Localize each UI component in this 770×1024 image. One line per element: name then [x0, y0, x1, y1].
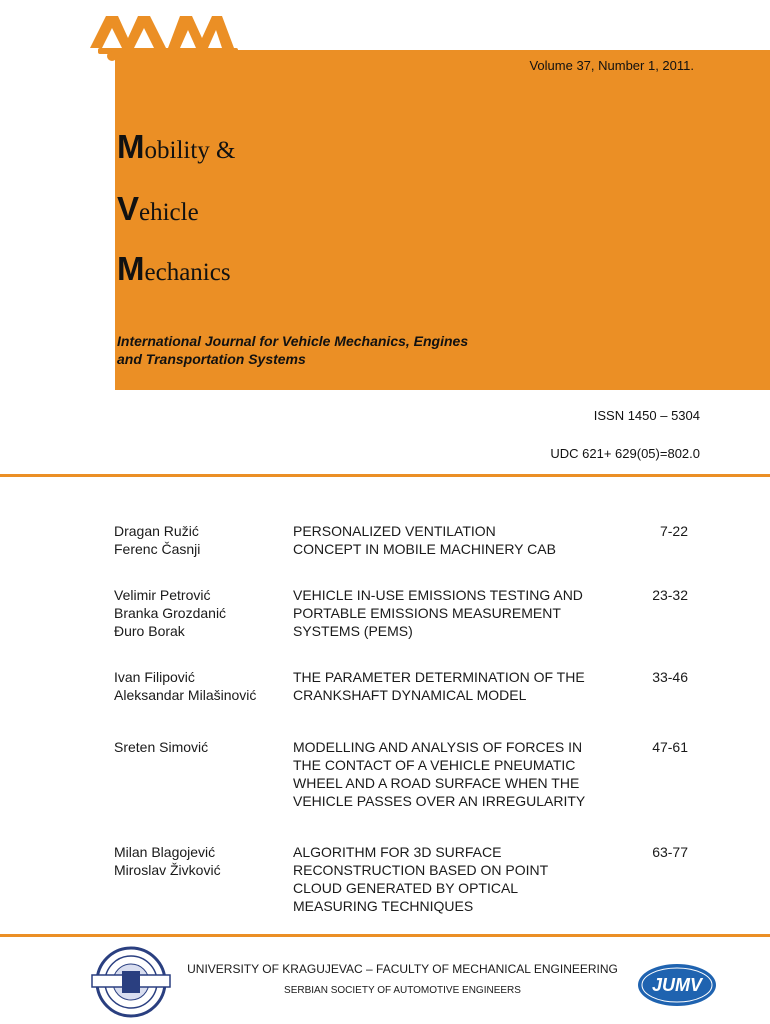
jumv-logo-text: JUMV [651, 975, 702, 995]
toc-pages: 7-22 [659, 523, 688, 539]
toc-title [293, 522, 623, 558]
title-line: SYSTEMS (PEMS) [293, 623, 413, 639]
title-rest: obility & [144, 137, 236, 164]
title-initial: M [117, 250, 145, 287]
title-line: MODELLING AND ANALYSIS OF FORCES IN [293, 739, 583, 755]
toc-pages: 23-32 [652, 587, 688, 603]
title-rest: echanics [144, 259, 231, 286]
toc-title [293, 586, 623, 640]
toc-pages: 63-77 [652, 844, 688, 860]
society-name: SERBIAN SOCIETY OF AUTOMOTIVE ENGINEERS [284, 985, 521, 996]
udc: UDC 621+ 629(05)=802.0 [550, 446, 700, 461]
toc-pages: 33-46 [652, 669, 688, 685]
title-initial: M [117, 128, 145, 165]
author: Dragan Ružić [114, 523, 199, 539]
title-line: ALGORITHM FOR 3D SURFACE [293, 844, 502, 860]
author: Branka Grozdanić [114, 605, 227, 621]
author: Ferenc Časnji [114, 541, 201, 557]
toc-title [293, 738, 623, 810]
title-line: CONCEPT IN MOBILE MACHINERY CAB [293, 541, 556, 557]
toc-authors [114, 843, 221, 879]
title-line-1 [117, 128, 235, 166]
title-initial: V [117, 190, 140, 227]
toc-authors [114, 738, 208, 756]
issn: ISSN 1450 – 5304 [593, 408, 700, 423]
title-rest: ehicle [139, 199, 199, 226]
toc-authors [114, 668, 256, 704]
title-line: MEASURING TECHNIQUES [293, 898, 474, 914]
title-line: PERSONALIZED VENTILATION [293, 523, 496, 539]
author: Ivan Filipović [114, 669, 195, 685]
subtitle-line: and Transportation Systems [117, 351, 306, 367]
title-line: RECONSTRUCTION BASED ON POINT [293, 862, 549, 878]
title-line: CLOUD GENERATED BY OPTICAL [293, 880, 519, 896]
author: Velimir Petrović [114, 587, 211, 603]
toc-title [293, 843, 623, 915]
toc-pages: 47-61 [652, 739, 688, 755]
divider-bottom [0, 934, 770, 937]
university-seal-icon [88, 945, 174, 1019]
title-line-2 [117, 190, 199, 228]
subtitle-line: International Journal for Vehicle Mechanics, Engines [117, 333, 469, 349]
title-line-3 [117, 250, 231, 288]
university-name: UNIVERSITY OF KRAGUJEVAC – FACULTY OF MECHANICAL ENGINEERING [187, 962, 618, 976]
author: Milan Blagojević [114, 844, 216, 860]
author: Miroslav Živković [114, 862, 221, 878]
title-line: CRANKSHAFT DYNAMICAL MODEL [293, 687, 527, 703]
title-line: PORTABLE EMISSIONS MEASUREMENT [293, 605, 561, 621]
toc-authors [114, 586, 226, 640]
divider-top [0, 474, 770, 477]
title-line: VEHICLE PASSES OVER AN IRREGULARITY [293, 793, 586, 809]
author: Sreten Simović [114, 739, 209, 755]
title-line: THE CONTACT OF A VEHICLE PNEUMATIC [293, 757, 576, 773]
author: Aleksandar Milašinović [114, 687, 257, 703]
toc-authors [114, 522, 200, 558]
title-line: VEHICLE IN-USE EMISSIONS TESTING AND [293, 587, 583, 603]
journal-subtitle [117, 332, 617, 368]
title-line: THE PARAMETER DETERMINATION OF THE [293, 669, 585, 685]
toc-title [293, 668, 623, 704]
author: Đuro Borak [114, 623, 185, 639]
title-line: WHEEL AND A ROAD SURFACE WHEN THE [293, 775, 580, 791]
volume-info: Volume 37, Number 1, 2011. [529, 58, 694, 73]
